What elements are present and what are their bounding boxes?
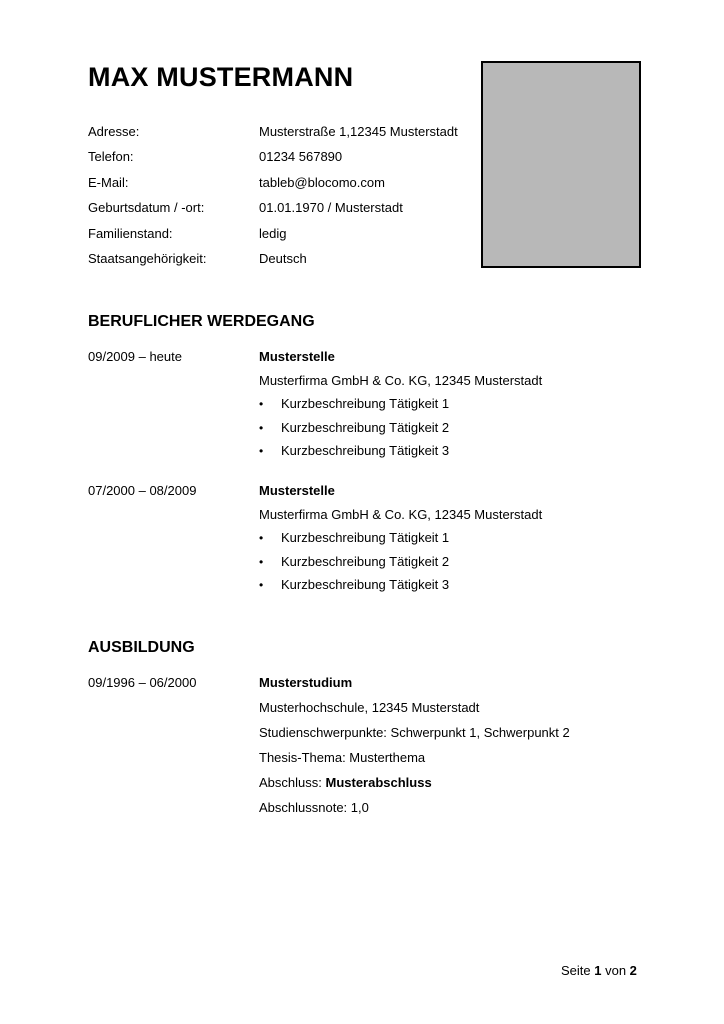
- page-number: [561, 963, 637, 978]
- education-focus: Studienschwerpunkte: Schwerpunkt 1, Schwerpunkt 2: [259, 725, 570, 740]
- info-label: Familienstand:: [88, 226, 173, 241]
- info-value: Deutsch: [259, 251, 307, 266]
- entry-company: Musterfirma GmbH & Co. KG, 12345 Musterstadt: [259, 372, 543, 388]
- photo-placeholder: [481, 61, 641, 268]
- entry-date: 07/2000 – 08/2009: [88, 483, 197, 498]
- bullet-icon: •: [259, 444, 264, 458]
- task-text: Kurzbeschreibung Tätigkeit 3: [281, 577, 450, 592]
- section-title-education: AUSBILDUNG: [88, 639, 195, 656]
- task-text: Kurzbeschreibung Tätigkeit 1: [281, 530, 450, 545]
- task-text: Kurzbeschreibung Tätigkeit 3: [281, 443, 450, 458]
- info-value: tableb@blocomo.com: [259, 175, 385, 190]
- bullet-icon: •: [259, 397, 264, 411]
- info-label: Staatsangehörigkeit:: [88, 251, 207, 266]
- graduation-label: Abschluss:: [259, 775, 326, 790]
- entry-position: Musterstelle: [259, 483, 335, 498]
- page-middle: von: [601, 963, 630, 978]
- info-value: 01234 567890: [259, 149, 343, 164]
- entry-company: Musterfirma GmbH & Co. KG, 12345 Musterstadt: [259, 506, 543, 522]
- entry-date: 09/2009 – heute: [88, 349, 182, 364]
- info-value: ledig: [259, 226, 287, 241]
- task-text: Kurzbeschreibung Tätigkeit 2: [281, 419, 450, 435]
- bullet-icon: •: [259, 531, 264, 545]
- education-grade: Abschlussnote: 1,0: [259, 800, 369, 815]
- section-title-career: BERUFLICHER WERDEGANG: [88, 313, 315, 330]
- education-school: Musterhochschule, 12345 Musterstadt: [259, 700, 480, 715]
- task-item: [259, 394, 659, 418]
- info-value: 01.01.1970 / Musterstadt: [259, 200, 403, 215]
- info-value: Musterstraße 1,12345 Musterstadt: [259, 124, 458, 139]
- entry-body: [259, 481, 659, 599]
- page-total: 2: [629, 963, 637, 978]
- page-title: MAX MUSTERMANN: [88, 62, 354, 92]
- bullet-icon: •: [259, 578, 264, 592]
- task-item: [259, 552, 659, 576]
- entry-body: [259, 673, 659, 823]
- task-text: Kurzbeschreibung Tätigkeit 2: [281, 553, 450, 569]
- task-item: [259, 528, 659, 552]
- page-current: 1: [594, 963, 602, 978]
- entry-date: 09/1996 – 06/2000: [88, 675, 197, 690]
- bullet-icon: •: [259, 554, 264, 569]
- entry-body: [259, 347, 659, 465]
- graduation-value: Musterabschluss: [325, 775, 432, 790]
- education-graduation: [259, 773, 659, 798]
- task-text: Kurzbeschreibung Tätigkeit 1: [281, 396, 450, 411]
- info-label: Adresse:: [88, 124, 140, 139]
- info-label: Telefon:: [88, 149, 134, 164]
- education-thesis: Thesis-Thema: Musterthema: [259, 750, 426, 765]
- task-item: [259, 418, 659, 442]
- task-item: [259, 575, 659, 599]
- entry-position: Musterstelle: [259, 349, 335, 364]
- page-prefix: Seite: [561, 963, 595, 978]
- info-label: Geburtsdatum / -ort:: [88, 200, 205, 215]
- bullet-icon: •: [259, 420, 264, 435]
- info-label: E-Mail:: [88, 175, 129, 190]
- education-degree: Musterstudium: [259, 675, 353, 690]
- task-item: [259, 441, 659, 465]
